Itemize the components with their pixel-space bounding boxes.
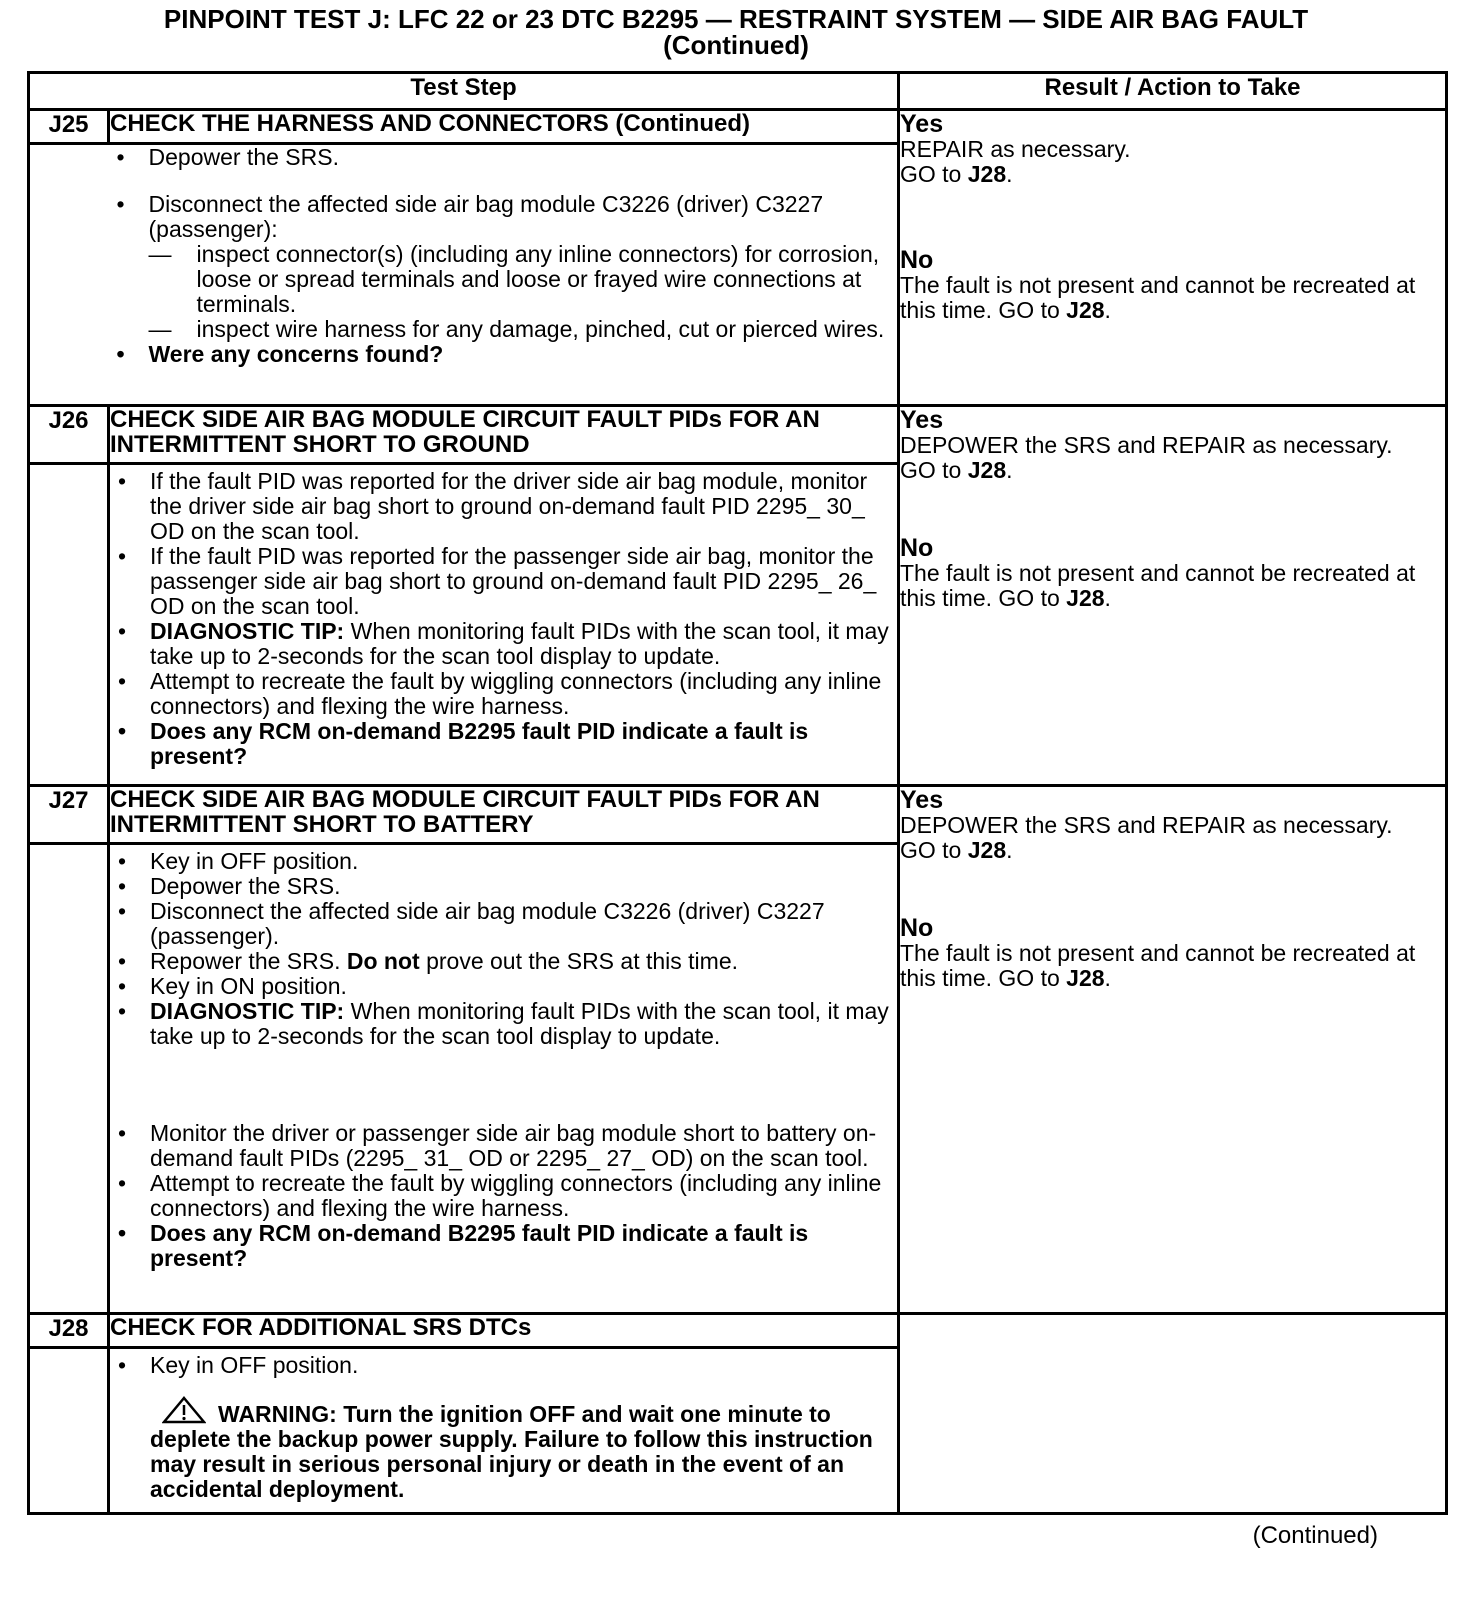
- step-heading: CHECK FOR ADDITIONAL SRS DTCs: [109, 1314, 899, 1348]
- result-no-text: The fault is not present and cannot be recreated at this time. GO to J28.: [900, 272, 1416, 323]
- result-no-label: No: [900, 914, 934, 942]
- list-item: • Disconnect the affected side air bag module C3226 (driver) C3227 (passenger): — inspect connector(s) (including any inline connectors) for corrosion, loose or spread terminals and loose or frayed wire connections at terminals. — inspect wire harness for any damage, pinched, cut or pierced wires.: [149, 192, 898, 342]
- list-item: • DIAGNOSTIC TIP: When monitoring fault PIDs with the scan tool, it may take up to 2-seconds for the scan tool display to update.: [150, 619, 897, 669]
- result-no-label: No: [900, 534, 934, 562]
- step-body: [109, 464, 899, 786]
- list-item: • Attempt to recreate the fault by wiggling connectors (including any inline connectors) and flexing the wire harness.: [150, 1171, 897, 1221]
- step-id: J25: [29, 110, 109, 144]
- result-no-text: The fault is not present and cannot be recreated at this time. GO to J28.: [900, 940, 1416, 991]
- result-yes-goto: GO to J28.: [900, 457, 1013, 483]
- list-item: • DIAGNOSTIC TIP: When monitoring fault PIDs with the scan tool, it may take up to 2-seconds for the scan tool display to update.: [150, 999, 897, 1049]
- step-id: J27: [29, 786, 109, 844]
- step-id: J26: [29, 406, 109, 464]
- step-heading: CHECK THE HARNESS AND CONNECTORS (Continued): [109, 110, 899, 144]
- list-item: • Depower the SRS.: [150, 874, 897, 899]
- step-j25-result: [899, 110, 1447, 406]
- list-item: • Were any concerns found?: [149, 342, 898, 367]
- warning-block: WARNING: Turn the ignition OFF and wait one minute to deplete the backup power supply. Failure to follow this instruction may result in serious personal injury or death in the event of an accidental deployment.: [110, 1396, 897, 1502]
- list-item: • Attempt to recreate the fault by wiggling connectors (including any inline connectors) and flexing the wire harness.: [150, 669, 897, 719]
- result-yes-label: Yes: [900, 110, 944, 138]
- result-yes-goto: GO to J28.: [900, 837, 1013, 863]
- list-item: • Key in OFF position.: [150, 849, 897, 874]
- step-body: [109, 844, 899, 1314]
- list-item: • Repower the SRS. Do not prove out the SRS at this time.: [150, 949, 897, 974]
- step-j26-result: [899, 406, 1447, 786]
- step-j28-heading-row: [29, 1314, 1447, 1348]
- list-item: • If the fault PID was reported for the driver side air bag module, monitor the driver side air bag short to ground on-demand fault PID 2295_ 30_ OD on the scan tool.: [150, 469, 897, 544]
- step-j25-heading-row: [29, 110, 1447, 144]
- result-yes-label: Yes: [900, 406, 944, 434]
- step-heading: CHECK SIDE AIR BAG MODULE CIRCUIT FAULT PIDs FOR AN INTERMITTENT SHORT TO BATTERY: [109, 786, 899, 844]
- step-body: [109, 1348, 899, 1514]
- list-item: • Key in ON position.: [150, 974, 897, 999]
- result-yes-text: DEPOWER the SRS and REPAIR as necessary.: [900, 812, 1393, 838]
- step-id: J28: [29, 1314, 109, 1348]
- result-yes-text: DEPOWER the SRS and REPAIR as necessary.: [900, 432, 1393, 458]
- step-heading: CHECK SIDE AIR BAG MODULE CIRCUIT FAULT PIDs FOR AN INTERMITTENT SHORT TO GROUND: [109, 406, 899, 464]
- list-item: • Depower the SRS.: [149, 145, 898, 170]
- step-j27-heading-row: [29, 786, 1447, 844]
- table-header-row: [29, 73, 1447, 110]
- page-title: [0, 6, 1472, 58]
- continued-footer: (Continued): [1252, 1522, 1378, 1549]
- result-yes-label: Yes: [900, 786, 944, 814]
- step-body: [109, 144, 899, 406]
- list-item: • Does any RCM on-demand B2295 fault PID indicate a fault is present?: [150, 1221, 897, 1271]
- result-yes-goto: GO to J28.: [900, 161, 1013, 187]
- list-item: • Key in OFF position.: [150, 1353, 897, 1378]
- pinpoint-test-table: [27, 71, 1448, 1515]
- title-line-1: PINPOINT TEST J: LFC 22 or 23 DTC B2295 — RESTRAINT SYSTEM — SIDE AIR BAG FAULT: [163, 4, 1309, 34]
- warning-triangle-icon: [162, 1396, 206, 1424]
- title-line-2: (Continued): [663, 30, 809, 60]
- list-item: • Monitor the driver or passenger side air bag module short to battery on-demand fault PIDs (2295_ 31_ OD or 2295_ 27_ OD) on the scan tool.: [150, 1121, 897, 1171]
- list-item: • If the fault PID was reported for the passenger side air bag, monitor the passenger side air bag short to ground on-demand fault PID 2295_ 26_ OD on the scan tool.: [150, 544, 897, 619]
- list-item: — inspect connector(s) (including any inline connectors) for corrosion, loose or spread terminals and loose or frayed wire connections at terminals.: [197, 242, 898, 317]
- result-no-text: The fault is not present and cannot be recreated at this time. GO to J28.: [900, 560, 1416, 611]
- header-test-step: Test Step: [29, 73, 899, 110]
- list-item: • Disconnect the affected side air bag module C3226 (driver) C3227 (passenger).: [150, 899, 897, 949]
- list-item: — inspect wire harness for any damage, pinched, cut or pierced wires.: [197, 317, 898, 342]
- header-result: Result / Action to Take: [899, 73, 1447, 110]
- step-j26-heading-row: [29, 406, 1447, 464]
- step-j27-result: [899, 786, 1447, 1314]
- step-j28-result: [899, 1314, 1447, 1514]
- result-no-label: No: [900, 246, 934, 274]
- list-item: • Does any RCM on-demand B2295 fault PID indicate a fault is present?: [150, 719, 897, 769]
- result-yes-text: REPAIR as necessary.: [900, 136, 1131, 162]
